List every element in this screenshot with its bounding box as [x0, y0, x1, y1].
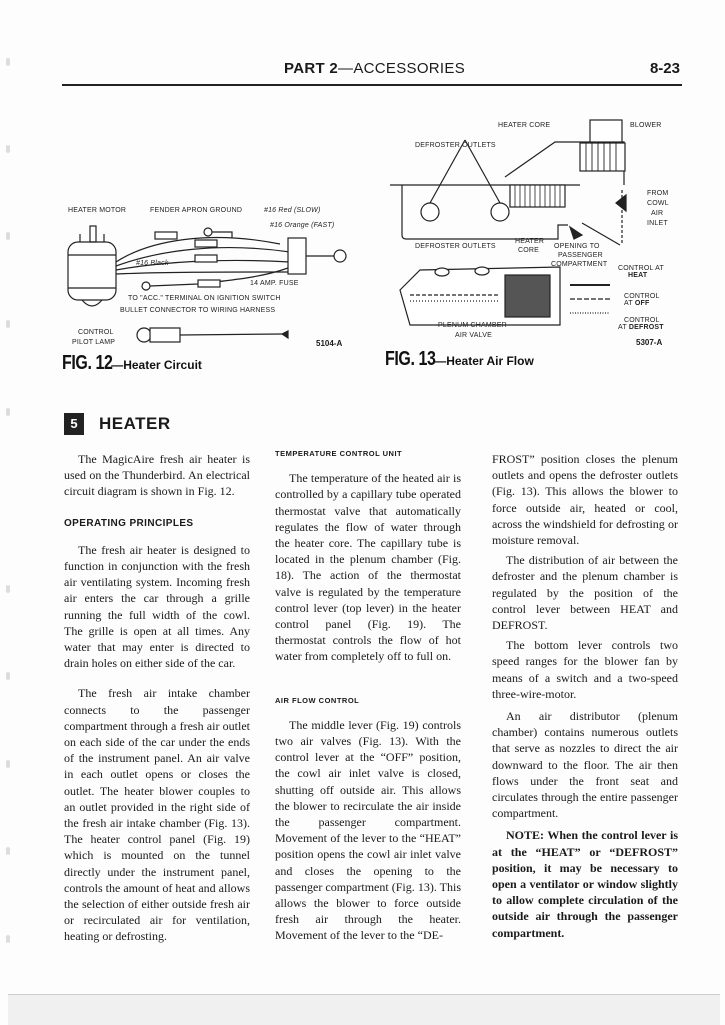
legend-heat: CONTROL AT HEAT — [618, 265, 664, 279]
label-from-cowl: AIR — [651, 210, 664, 217]
binder-hole — [6, 760, 10, 768]
paragraph: The MagicAire fresh air heater is used on the Thunderbird. An electrical circuit diagram is shown in Fig. 12. — [64, 452, 250, 499]
section-heading — [64, 413, 171, 435]
legend-off: CONTROL AT OFF — [624, 293, 660, 307]
text-column-3 — [492, 451, 678, 941]
paragraph: The middle lever (Fig. 19) controls two air valves (Fig. 13). With the control lever at the “OFF” position, the cowl air inlet valve is closed, shutting off outside air. This allows the blower to recirculate the air inside the passenger compartment. Movement of the lever to the “HEAT” position opens the cowl air inlet valve and closes the opening to the passenger compartment (Fig. 13). This allows the blower to force outside fresh air through the heater. Movement of the lever to the “DE- — [275, 717, 461, 943]
label-opening-passenger: PASSENGER — [558, 252, 603, 259]
paragraph: The distribution of air between the defroster and the plenum chamber is regulated by the position of the control lever between HEAT and DEFROST. — [492, 553, 678, 633]
heater-air-flow-diagram — [390, 115, 635, 345]
figure-code: 5307-A — [636, 338, 663, 347]
page-number: 8-23 — [649, 60, 680, 77]
paragraph: FROST” position closes the plenum outlets and opens the defroster outlets (Fig. 13). This allows the blower to force outside air, heated or cool, across the windshield for defrosting or moisture removal. — [492, 452, 678, 548]
label-heater-motor: HEATER MOTOR — [68, 207, 127, 214]
binder-hole — [6, 935, 10, 943]
legend-defrost: CONTROL AT DEFROST — [618, 317, 664, 331]
binder-hole — [6, 672, 10, 680]
paragraph: The temperature of the heated air is controlled by a capillary tube operated thermostat valve that automatically regulates the flow of water through the heater core. The capillary tube is located in the plenum chamber (Fig. 18). The action of the thermostat valve is regulated by the temperature control lever (top lever) in the heater control panel (Fig. 19). The thermostat controls the flow of hot water from completely off to full on. — [275, 471, 461, 664]
label-fender-apron-ground: FENDER APRON GROUND — [150, 207, 243, 214]
label-plenum-chamber: PLENUM CHAMBER — [438, 322, 507, 329]
label-blower: BLOWER — [630, 122, 662, 129]
text-column-1 — [64, 451, 250, 945]
binder-hole — [6, 58, 10, 66]
binder-hole — [6, 145, 10, 153]
label-control-pilot-lamp: CONTROL — [78, 329, 114, 336]
paragraph: An air distributor (plenum chamber) contains numerous outlets that serve as nozzles to direct the air downward to the floor. The air then flows under the front seat and circulates through the entire passenger compartment. — [492, 709, 678, 821]
label-heater-core-lower: HEATER — [515, 238, 545, 245]
binder-hole — [6, 585, 10, 593]
label-fuse: 14 AMP. FUSE — [250, 280, 299, 287]
subheading-air-flow-control: AIR FLOW CONTROL — [275, 695, 360, 705]
label-defroster-outlets-lower: DEFROSTER OUTLETS — [415, 243, 496, 250]
section-title: PART 2—ACCESSORIES — [284, 60, 465, 77]
label-plenum-air-valve: AIR VALVE — [455, 332, 492, 339]
label-red-slow: #16 Red (SLOW) — [264, 207, 321, 214]
label-from-cowl: FROM — [647, 190, 669, 197]
page-header — [62, 58, 682, 86]
label-defroster-outlets: DEFROSTER OUTLETS — [415, 142, 496, 149]
figure-code: 5104-A — [316, 339, 343, 348]
label-control-pilot-lamp: PILOT LAMP — [72, 339, 116, 346]
label-heater-core-lower: CORE — [518, 247, 540, 254]
paragraph: The fresh air heater is designed to function in conjunction with the fresh air ventilating system. Incoming fresh air enters the car through a grille running the full width of the cowl. The grille is open at all times. Any water that may enter is directed to drain holes on either side of the car. — [64, 542, 250, 671]
section-title-heater: HEATER — [99, 414, 171, 433]
subheading-operating-principles: OPERATING PRINCIPLES — [64, 517, 194, 529]
figure-13-caption: FIG. 13—Heater Air Flow — [385, 348, 534, 370]
text-column-2 — [275, 446, 461, 944]
label-from-cowl: INLET — [647, 220, 668, 227]
section-number-badge: 5 — [64, 413, 84, 435]
binder-hole — [6, 232, 10, 240]
label-black-wire: #16 Black — [136, 260, 169, 267]
label-opening-passenger: OPENING TO — [554, 243, 600, 250]
page-bottom-edge — [8, 994, 720, 1025]
label-orange-fast: #16 Orange (FAST) — [270, 222, 335, 229]
figure-12-caption: FIG. 12—Heater Circuit — [62, 352, 202, 374]
binder-hole — [6, 408, 10, 416]
label-acc-terminal: TO "ACC." TERMINAL ON IGNITION SWITCH — [128, 295, 281, 302]
note-paragraph: NOTE: When the control lever is at the “HEAT” or “DEFROST” position, it may be necessary to open a ventilator or window slightly to allow complete circulation of the outside air through the passenger compartment. — [492, 828, 678, 940]
subheading-temperature-control-unit: TEMPERATURE CONTROL UNIT — [275, 449, 403, 458]
label-opening-passenger: COMPARTMENT — [551, 261, 608, 268]
binder-hole — [6, 320, 10, 328]
binder-hole — [6, 847, 10, 855]
label-heater-core: HEATER CORE — [498, 122, 551, 129]
paragraph: The fresh air intake chamber connects to the passenger compartment through a fresh air outlet on each side of the car under the ends of the instrument panel. An air valve in each outlet opens or closes the outlet. The heater blower couples to an outlet provided in the right side of the fresh air intake chamber (Fig. 13). The heater control panel (Fig. 19) which is mounted on the tunnel directly under the instrument panel, controls the amount of heat and allows the selection of either outside fresh air or recirculated air for ventilation, heating or defrosting. — [64, 686, 250, 944]
paragraph: The bottom lever controls two speed ranges for the blower fan by means of a switch and a two-speed three-wire-motor. — [492, 638, 678, 701]
label-from-cowl: COWL — [647, 200, 669, 207]
label-bullet-connector: BULLET CONNECTOR TO WIRING HARNESS — [120, 307, 276, 314]
